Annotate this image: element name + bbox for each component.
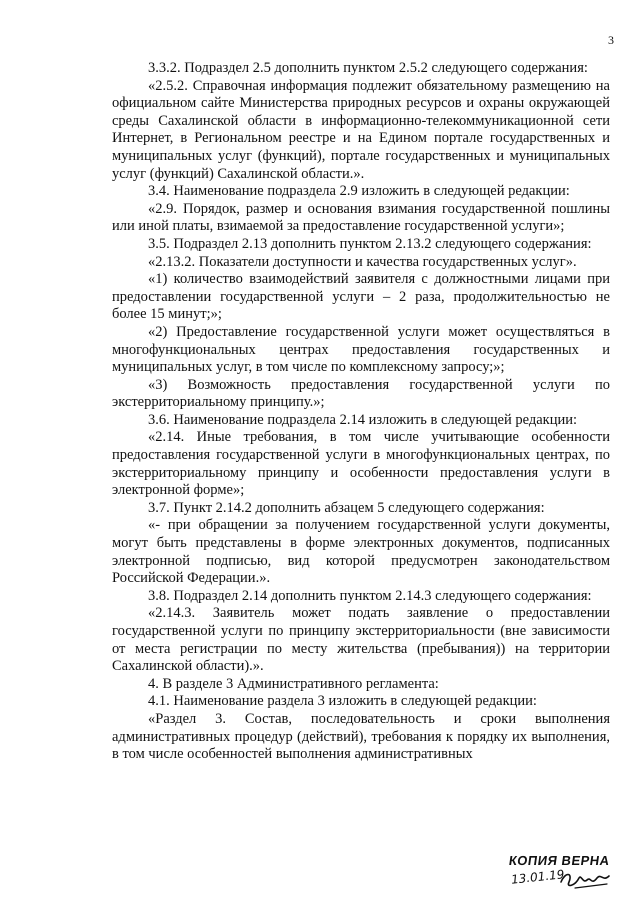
paragraph: 3.4. Наименование подраздела 2.9 изложить в следующей редакции:: [148, 183, 570, 200]
paragraph: 3.7. Пункт 2.14.2 дополнить абзацем 5 следующего содержания:: [148, 499, 545, 516]
paragraph: 3.5. Подраздел 2.13 дополнить пунктом 2.13.2 следующего содержания:: [148, 235, 592, 252]
page-number: 3: [608, 33, 614, 47]
paragraph: «2.13.2. Показатели доступности и качества государственных услуг».: [148, 253, 577, 270]
stamp-date: 13.01.19: [510, 867, 566, 887]
paragraph: «Раздел 3. Состав, последовательность и сроки выполнения административных процедур (действий), требования к порядку их выполнения, в том числе особенностей выполнения административных: [112, 710, 610, 763]
paragraph: 3.8. Подраздел 2.14 дополнить пунктом 2.14.3 следующего содержания:: [148, 587, 592, 604]
paragraph: «2.9. Порядок, размер и основания взимания государственной пошлины или иной платы, взимаемой за предоставление государственной услуги»;: [112, 200, 610, 235]
paragraph: «- при обращении за получением государственной услуги документы, могут быть представлены в форме электронных документов, подписанных электронной подписью, вид которой предусмотрен законодательством Российской Федерации.».: [112, 517, 610, 587]
paragraph: «2.14.3. Заявитель может подать заявление о предоставлении государственной услуги по принципу экстерриториальности (вне зависимости от места регистрации по месту жительства (пребывания)) на территории Сахалинской области).».: [112, 605, 610, 675]
handwritten-signature: [557, 868, 612, 892]
document-body: [112, 60, 610, 764]
paragraph: «1) количество взаимодействий заявителя с должностными лицами при предоставлении государственной услуги – 2 раза, продолжительностью не более 15 минут;»;: [112, 271, 610, 323]
paragraph: 4. В разделе 3 Административного регламента:: [148, 675, 439, 692]
copy-certified-stamp: [509, 853, 614, 893]
paragraph: «2) Предоставление государственной услуги может осуществляться в многофункциональных центрах предоставления государственных и муниципальных услуг, в том числе по комплексному запросу;»;: [112, 323, 610, 376]
paragraph: «2.14. Иные требования, в том числе учитывающие особенности предоставления государственной услуги в многофункциональных центрах, по экстерриториальному принципу и особенности предоставления услуги в электронной форме»;: [112, 429, 610, 499]
paragraph: 3.3.2. Подраздел 2.5 дополнить пунктом 2.5.2 следующего содержания:: [148, 60, 588, 76]
paragraph: «3) Возможность предоставления государственной услуги по экстерриториальному принципу.»;: [112, 376, 610, 411]
paragraph: 3.6. Наименование подраздела 2.14 изложить в следующей редакции:: [148, 411, 578, 428]
paragraph: «2.5.2. Справочная информация подлежит обязательному размещению на официальном сайте Министерства природных ресурсов и охраны окружающей среды Сахалинской области в информационно-телекоммуникационной сети Интернет, в Региональном реестре и на Едином портале государственных и муниципальных услуг (функций), портале государственных и муниципальных услуг (функций) Сахалинской области.».: [112, 77, 610, 182]
paragraph: 4.1. Наименование раздела 3 изложить в следующей редакции:: [148, 693, 537, 710]
stamp-text: КОПИЯ ВЕРНА: [507, 853, 611, 868]
